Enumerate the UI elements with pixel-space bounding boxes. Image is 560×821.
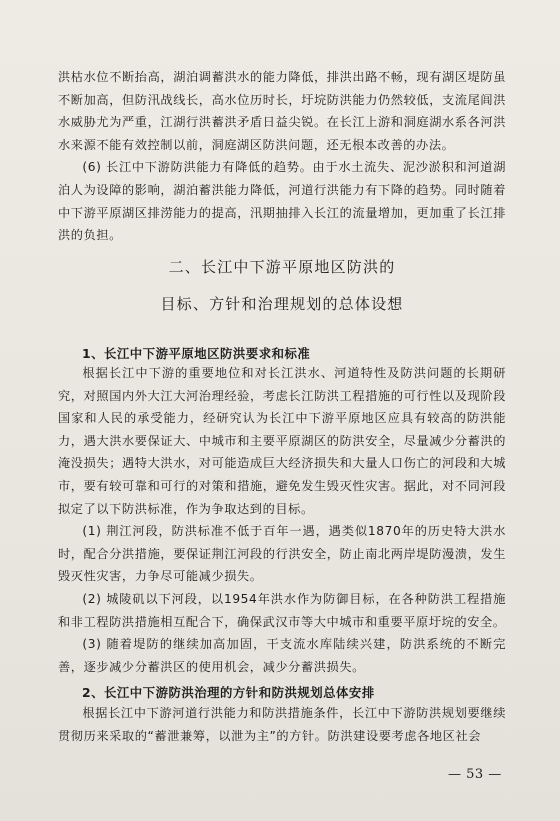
paragraph-policy: 根据长江中下游河道行洪能力和防洪措施条件，长江中下游防洪规划要继续贯彻历来采取的“蓄泄兼筹，以泄为主”的方针。防洪建设要考虑各地区社会 bbox=[58, 706, 506, 743]
paragraph-continued: 洪枯水位不断抬高，湖泊调蓄洪水的能力降低，排洪出路不畅，现有湖区堤防虽不断加高，但防汛战线长，高水位历时长，圩垸防洪能力仍然较低，支流尾闾洪水威胁尤为严重，江湖行洪蓄洪矛盾日益尖锐。在长江上游和洞庭湖水系各河洪水来源不能有效控制以前，洞庭湖区防洪问题，还无根本改善的办法。 bbox=[58, 70, 506, 152]
body-text-middle bbox=[58, 362, 506, 678]
paragraph-standard-1: (1) 荆江河段，防洪标准不低于百年一遇，遇类似1870年的历史特大洪水时，配合分洪措施，要保证荆江河段的行洪安全，防止南北两岸堤防漫溃，发生毁灭性灾害，力争尽可能减少损失。 bbox=[58, 524, 506, 584]
section-heading-line-2: 目标、方针和治理规划的总体设想 bbox=[160, 295, 404, 313]
page-number: — 53 — bbox=[448, 767, 502, 782]
paragraph-standard-3: (3) 随着堤防的继续加高加固，干支流水库陆续兴建，防洪系统的不断完善，逐步减少分蓄洪区的使用机会，减少分蓄洪损失。 bbox=[58, 637, 506, 674]
body-text-bottom bbox=[58, 702, 506, 747]
paragraph-standard-2: (2) 城陵矶以下河段，以1954年洪水作为防御目标，在各种防洪工程措施和非工程防洪措施相互配合下，确保武汉市等大中城市和重要平原圩垸的安全。 bbox=[58, 591, 506, 629]
paragraph-item-6: (6) 长江中下游防洪能力有降低的趋势。由于水土流失、泥沙淤积和河道湖泊人为设障的影响，湖泊蓄洪能力降低，河道行洪能力有下降的趋势。同时随着中下游平原湖区排涝能力的提高，汛期抽排入长江的流量增加，更加重了长江排洪的负担。 bbox=[58, 160, 506, 243]
paragraph-standards: 根据长江中下游的重要地位和对长江洪水、河道特性及防洪问题的长期研究，对照国内外大江大河治理经验，考虑长江防洪工程措施的可行性以及现阶段国家和人民的承受能力，经研究认为长江中下游平原地区应具有较高的防洪能力，遇大洪水要保证大、中城市和主要平原湖区的防洪安全，尽量减少分蓄洪的淹没损失；遇特大洪水，对可能造成巨大经济损失和大量人口伤亡的河段和大城市，要有较可靠和可行的对策和措施，避免发生毁灭性灾害。据此，对不同河段拟定了以下防洪标准，作为争取达到的目标。 bbox=[58, 366, 506, 516]
subheading-2: 2、长江中下游防洪治理的方针和防洪规划总体安排 bbox=[82, 685, 375, 700]
subheading-1: 1、长江中下游平原地区防洪要求和标准 bbox=[82, 346, 311, 361]
body-text-top bbox=[58, 66, 506, 247]
section-heading-line-1: 二、长江中下游平原地区防洪的 bbox=[168, 258, 396, 276]
